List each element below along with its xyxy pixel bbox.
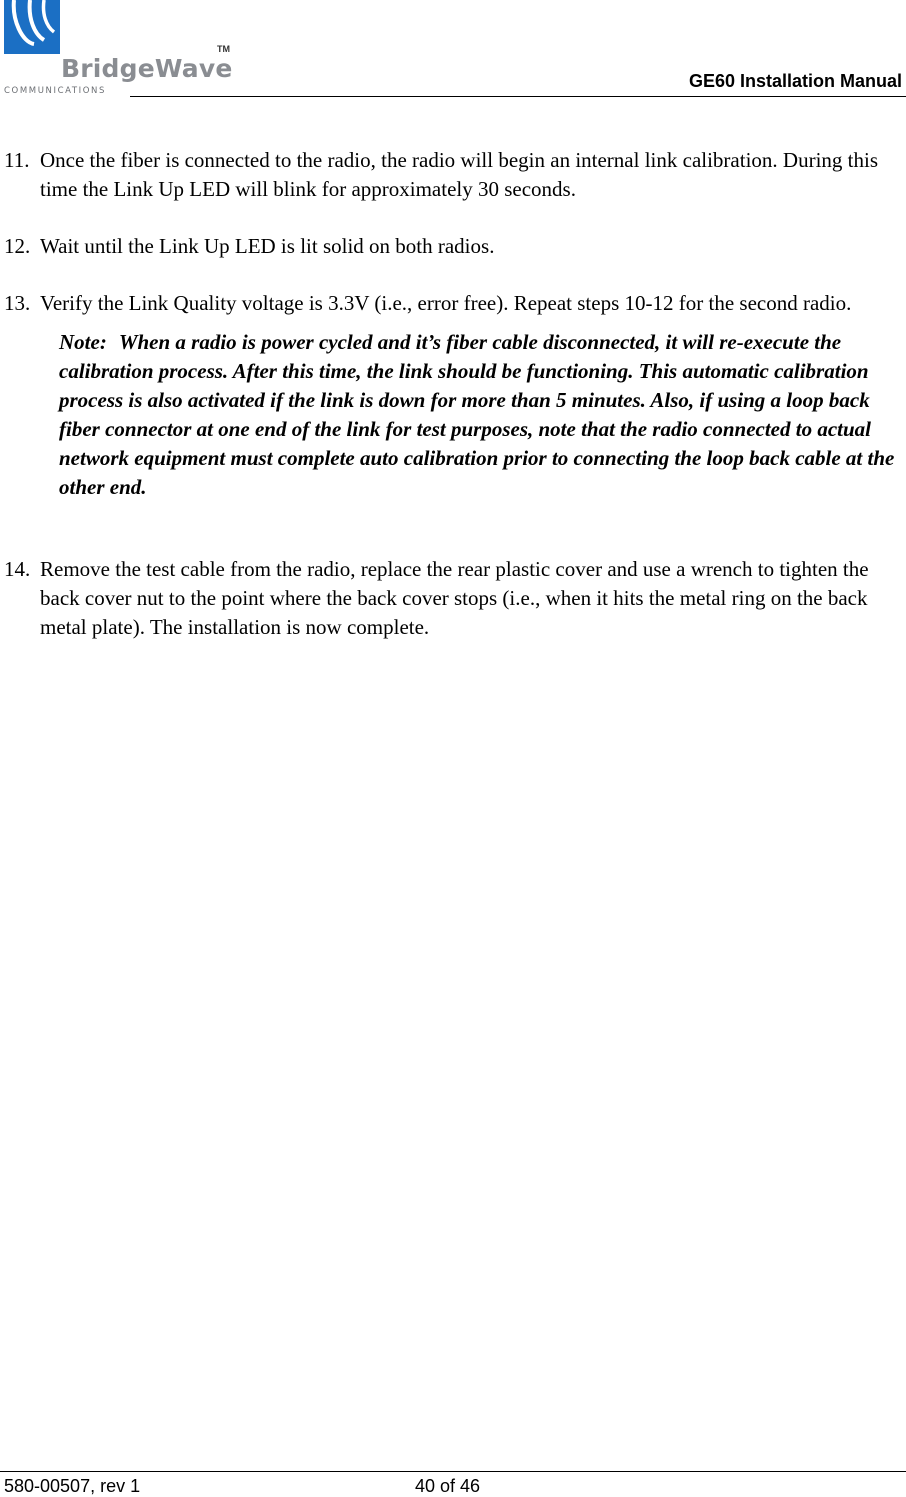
note-text: When a radio is power cycled and it’s fiber cable disconnected, it will re-execute the calibration process. After this time, the link should be functioning. This automatic calibration process is also activated if the link is down for more than 5 minutes. Also, if using a loop back fiber connector at one end of the link for test purposes, note that the radio connected to actual network equipment must complete auto calibration prior to connecting the loop back cable at the other end. [59,330,895,499]
calibration-note [59,328,904,502]
step-12 [4,232,900,261]
step-text: Verify the Link Quality voltage is 3.3V (i.e., error free). Repeat steps 10-12 for the second radio. [40,291,852,315]
step-text: Once the fiber is connected to the radio, the radio will begin an internal link calibration. During this time the Link Up LED will blink for approximately 30 seconds. [40,148,879,201]
note-label: Note: [59,330,107,354]
logo-wordmark: BridgeWave [61,54,233,83]
step-14 [4,555,900,642]
step-text: Remove the test cable from the radio, replace the rear plastic cover and use a wrench to tighten the back cover nut to the point where the back cover stops (i.e., when it hits the metal ring on the back metal plate). The installation is now complete. [40,557,869,639]
manual-title: GE60 Installation Manual [688,71,902,91]
logo-subtitle: COMMUNICATIONS [4,86,107,96]
bridgewave-logo-icon [4,0,60,56]
step-11 [4,146,900,204]
step-text: Wait until the Link Up LED is lit solid on both radios. [40,234,495,258]
footer-divider [0,1471,906,1472]
page-content [4,146,900,642]
logo-trademark: TM [217,44,230,54]
document-number: 580-00507, rev 1 [4,1476,141,1496]
step-number: 13. [4,291,31,315]
header-divider [130,96,906,97]
page-number: 40 of 46 [415,1476,481,1496]
step-number: 12. [4,234,31,258]
bridgewave-logo [0,0,240,100]
step-13 [4,289,900,318]
page-header [0,0,906,100]
step-number: 11. [4,148,30,172]
step-number: 14. [4,557,31,581]
